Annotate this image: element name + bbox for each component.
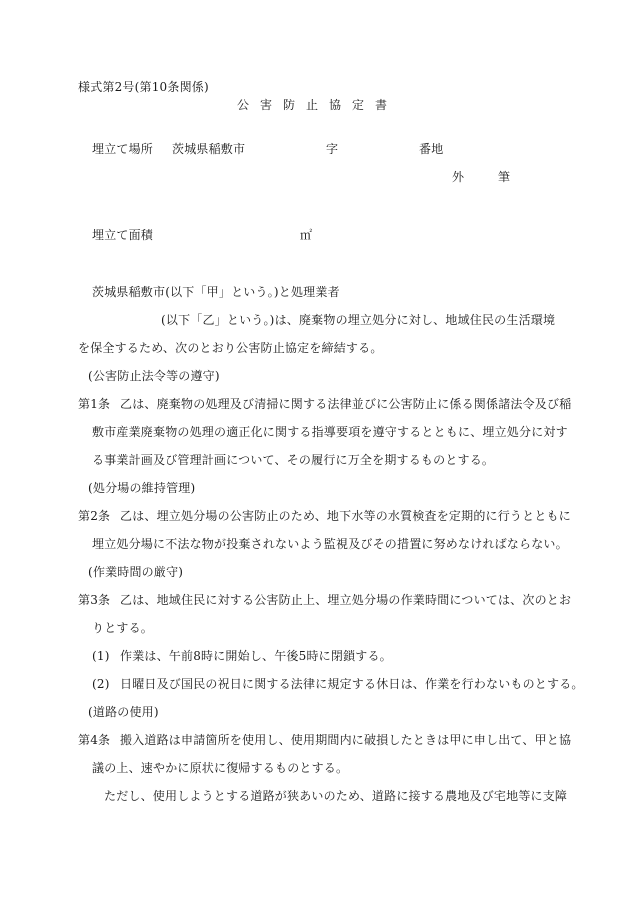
site-aza: 字 xyxy=(326,142,339,156)
article-2-line-1: 乙は、埋立処分場の公害防止のため、地下水等の水質検査を定期的に行うとともに xyxy=(120,509,571,523)
article-3-caption: (作業時間の厳守) xyxy=(88,565,184,579)
article-4-line-1: 搬入道路は申請箇所を使用し、使用期間内に破損したときは甲に申し出て、甲と協 xyxy=(120,733,572,747)
article-3-item-1-number: (1) xyxy=(92,649,110,663)
preamble-line-3: を保全するため、次のとおり公害防止協定を締結する。 xyxy=(78,341,383,355)
site-label: 埋立て場所 xyxy=(92,142,154,156)
article-4-caption: (道路の使用) xyxy=(88,705,159,719)
site-banchi: 番地 xyxy=(419,142,444,156)
article-3-line-2: りとする。 xyxy=(92,621,154,635)
preamble-line-1: 茨城県稲敷市(以下「甲」という。)と処理業者 xyxy=(92,285,340,299)
area-label: 埋立て面積 xyxy=(92,228,154,242)
article-3-number: 第3条 xyxy=(78,593,111,607)
site-city: 茨城県稲敷市 xyxy=(172,142,246,156)
form-label: 様式第2号(第10条関係) xyxy=(78,80,209,94)
area-unit: ㎡ xyxy=(300,228,313,242)
article-1-number: 第1条 xyxy=(78,397,111,411)
article-3-item-1-text: 作業は、午前8時に開始し、午後5時に閉鎖する。 xyxy=(120,649,392,663)
article-1-line-3: る事業計画及び管理計画について、その履行に万全を期するものとする。 xyxy=(92,453,495,467)
preamble-line-2: (以下「乙」という。)は、廃棄物の埋立処分に対し、地域住民の生活環境 xyxy=(161,313,556,327)
article-2-caption: (処分場の維持管理) xyxy=(88,481,196,495)
article-1-line-2: 敷市産業廃棄物の処理の適正化に関する指導要項を遵守するとともに、埋立処分に対す xyxy=(92,425,568,439)
site-soto: 外 xyxy=(452,170,465,184)
article-3-item-2-text: 日曜日及び国民の祝日に関する法律に規定する休日は、作業を行わないものとする。 xyxy=(120,677,584,691)
article-1-line-1: 乙は、廃棄物の処理及び清掃に関する法律並びに公害防止に係る関係諸法令及び稲 xyxy=(120,397,572,411)
article-2-number: 第2条 xyxy=(78,509,111,523)
site-hitsu: 筆 xyxy=(498,170,511,184)
article-4-line-2: 議の上、速やかに原状に復帰するものとする。 xyxy=(92,761,349,775)
article-2-line-2: 埋立処分場に不法な物が投棄されないよう監視及びその措置に努めなければならない。 xyxy=(92,537,568,551)
article-3-line-1: 乙は、地域住民に対する公害防止上、埋立処分場の作業時間については、次のとお xyxy=(120,593,572,607)
article-3-item-2-number: (2) xyxy=(92,677,110,691)
article-4-line-3: ただし、使用しようとする道路が狭あいのため、道路に接する農地及び宅地等に支障 xyxy=(104,789,568,803)
document-title: 公害防止協定書 xyxy=(237,98,399,112)
article-1-caption: (公害防止法令等の遵守) xyxy=(88,369,220,383)
article-4-number: 第4条 xyxy=(78,733,111,747)
